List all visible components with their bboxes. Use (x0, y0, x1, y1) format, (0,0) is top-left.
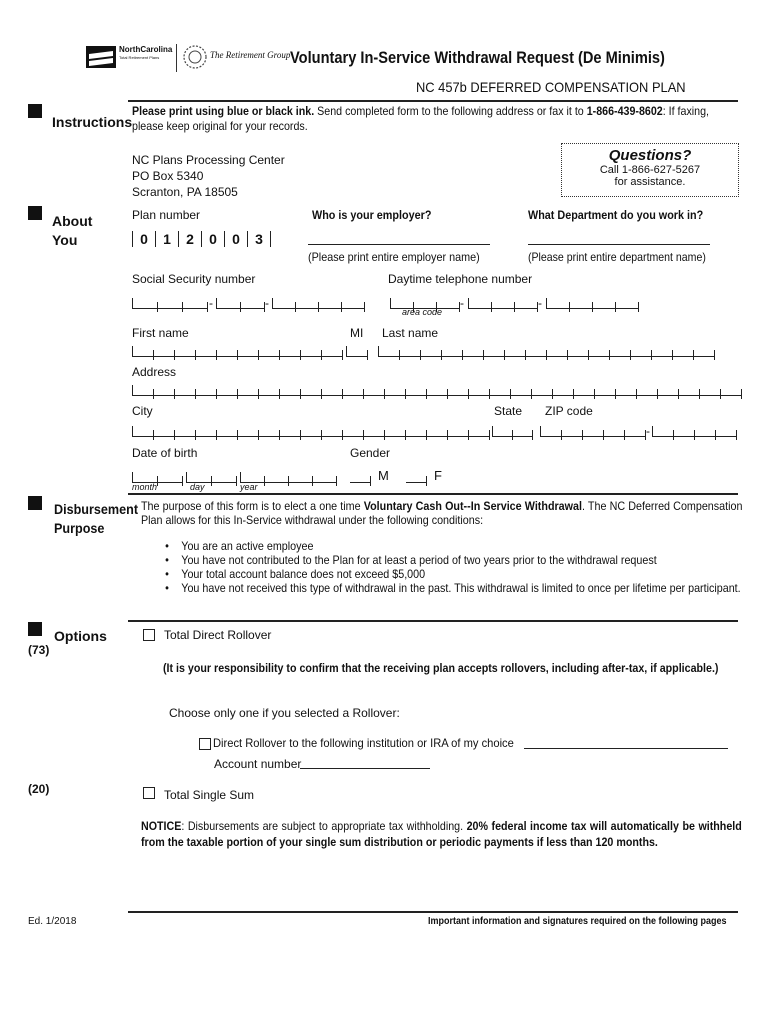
area-code-label: area code (402, 307, 443, 317)
plan-number-label: Plan number (132, 208, 201, 222)
condition-item: • You have not contributed to the Plan for at least a period of two years prior to the withdrawal request (158, 553, 745, 567)
retirement-logo (182, 44, 291, 72)
disbursement-bold: Voluntary Cash Out--In Service Withdrawal (363, 499, 582, 513)
state-field[interactable] (492, 426, 533, 437)
instructions-text-1: Send completed form to the following address or fax it to (314, 104, 587, 118)
instructions-text (132, 104, 737, 134)
zip-label: ZIP code (545, 404, 593, 418)
plan-digit: 1 (155, 231, 178, 247)
employer-question: Who is your employer? (312, 208, 432, 222)
dash: - (538, 296, 542, 310)
phone-prefix-field[interactable] (468, 298, 538, 309)
section-disbursement (54, 500, 138, 538)
dash: - (646, 424, 650, 438)
total-direct-rollover-label: Total Direct Rollover (164, 628, 272, 642)
city-field[interactable] (132, 426, 490, 437)
gender-label: Gender (350, 446, 391, 460)
department-question: What Department do you work in? (528, 208, 704, 222)
phone-line-field[interactable] (546, 298, 639, 309)
section-label: About (52, 213, 93, 229)
disbursement-text (141, 499, 742, 527)
month-label: month (132, 482, 158, 492)
section-marker (28, 206, 42, 220)
first-name-label: First name (132, 326, 189, 340)
city-label: City (132, 404, 153, 418)
account-number-field[interactable] (300, 758, 430, 769)
employer-hint: (Please print entire employer name) (308, 250, 480, 264)
employer-field[interactable] (308, 232, 490, 245)
dob-label: Date of birth (132, 446, 198, 460)
condition-item: • You have not received this type of withdrawal in the past. This withdrawal is limited to once per lifetime per participant. (158, 581, 745, 595)
logo-divider (176, 44, 177, 72)
gender-f-label: F (434, 468, 442, 483)
gender-m-label: M (378, 468, 389, 483)
ssn-group-field[interactable] (216, 298, 265, 309)
account-number-label: Account number (214, 757, 302, 771)
section-marker (28, 622, 42, 636)
notice-text (141, 818, 742, 850)
form-title: Voluntary In-Service Withdrawal Request (De Minimis) (290, 48, 665, 67)
nc-state-icon (86, 44, 116, 70)
header-rule (128, 100, 738, 102)
footer-rule (128, 911, 738, 913)
section-label: You (52, 232, 78, 248)
section-rule (128, 620, 738, 622)
ssn-serial-field[interactable] (272, 298, 365, 309)
nc-logo (86, 44, 176, 72)
conditions-list (158, 539, 745, 595)
address-line: PO Box 5340 (132, 169, 204, 183)
code-73: (73) (28, 643, 50, 657)
day-label: day (190, 482, 205, 492)
plan-digit: 0 (224, 231, 247, 247)
state-label: State (494, 404, 523, 418)
logo-text: NorthCarolina (119, 45, 173, 54)
ssn-area-field[interactable] (132, 298, 208, 309)
plan-digit: 2 (178, 231, 201, 247)
total-single-sum-checkbox[interactable] (143, 787, 155, 799)
notice-text-1: : Disbursements are subject to appropriate tax withholding. (181, 819, 467, 833)
zip-field[interactable] (540, 426, 646, 437)
instructions-bold: Please print using blue or black ink. (132, 104, 315, 118)
dash: - (209, 296, 213, 310)
questions-note: for assistance. (614, 176, 686, 188)
institution-field[interactable] (524, 738, 728, 749)
disbursement-text-2: . The NC Deferred Compensation Plan allows for this In-Service withdrawal under the following conditions: (141, 499, 743, 527)
ssn-label: Social Security number (132, 272, 256, 286)
logo-subtext: Total Retirement Plans (119, 55, 160, 60)
questions-phone: Call 1-866-627-5267 (599, 164, 701, 176)
rollover-note: (It is your responsibility to confirm that the receiving plan accepts rollovers, including after-tax, if applicable.) (163, 661, 719, 675)
section-instructions: Instructions (52, 114, 133, 130)
plan-digit: 3 (247, 231, 271, 247)
edition-label: Ed. 1/2018 (28, 916, 77, 927)
address-label: Address (132, 365, 177, 379)
retirement-logo-script: The Retirement Group (210, 50, 291, 60)
gender-f-field[interactable] (406, 472, 427, 483)
mi-label: MI (350, 326, 364, 340)
direct-rollover-checkbox[interactable] (199, 738, 211, 750)
department-hint: (Please print entire department name) (528, 250, 706, 264)
notice-label: NOTICE (141, 819, 182, 833)
last-name-field[interactable] (378, 346, 715, 357)
dash: - (265, 296, 269, 310)
address-line: Scranton, PA 18505 (132, 185, 238, 199)
fax-number: 1-866-439-8602 (586, 104, 663, 118)
section-marker (28, 496, 42, 510)
choose-one-text: Choose only one if you selected a Rollover: (169, 706, 400, 720)
plan-number-value (132, 231, 271, 245)
section-rule (128, 493, 738, 495)
notice-bold: 20% federal income tax will automatically be withheld from the taxable portion of your single sum distribution or periodic payments if less than 120 months. (141, 819, 742, 849)
dash: - (460, 296, 464, 310)
section-options: Options (54, 628, 107, 644)
section-marker (28, 104, 42, 118)
total-direct-rollover-checkbox[interactable] (143, 629, 155, 641)
continued-note: Important information and signatures required on the following pages (428, 916, 727, 927)
last-name-label: Last name (382, 326, 439, 340)
gender-m-field[interactable] (350, 472, 371, 483)
zip-ext-field[interactable] (652, 426, 737, 437)
mailing-address (132, 152, 285, 200)
phone-label: Daytime telephone number (388, 272, 533, 286)
questions-title: Questions? (608, 147, 692, 164)
section-label: Disbursement (54, 501, 139, 517)
code-20: (20) (28, 782, 50, 796)
address-field[interactable] (132, 385, 742, 396)
plan-digit: 0 (132, 231, 155, 247)
mi-field[interactable] (346, 346, 368, 357)
condition-item: • Your total account balance does not exceed $5,000 (158, 567, 745, 581)
seal-icon (182, 44, 208, 70)
plan-digit: 0 (201, 231, 224, 247)
disbursement-text-1: The purpose of this form is to elect a one time (141, 499, 364, 513)
department-field[interactable] (528, 232, 710, 245)
section-about (52, 212, 92, 250)
instructions-text-2: : If faxing, please keep original for your records. (132, 104, 710, 133)
year-label: year (240, 482, 258, 492)
total-single-sum-label: Total Single Sum (164, 788, 255, 802)
condition-item: • You are an active employee (158, 539, 745, 553)
questions-box (561, 143, 739, 197)
form-subtitle: NC 457b DEFERRED COMPENSATION PLAN (416, 79, 686, 95)
first-name-field[interactable] (132, 346, 343, 357)
direct-rollover-label: Direct Rollover to the following institution or IRA of my choice (213, 736, 514, 750)
section-label: Purpose (54, 520, 105, 536)
address-line: NC Plans Processing Center (132, 153, 285, 167)
